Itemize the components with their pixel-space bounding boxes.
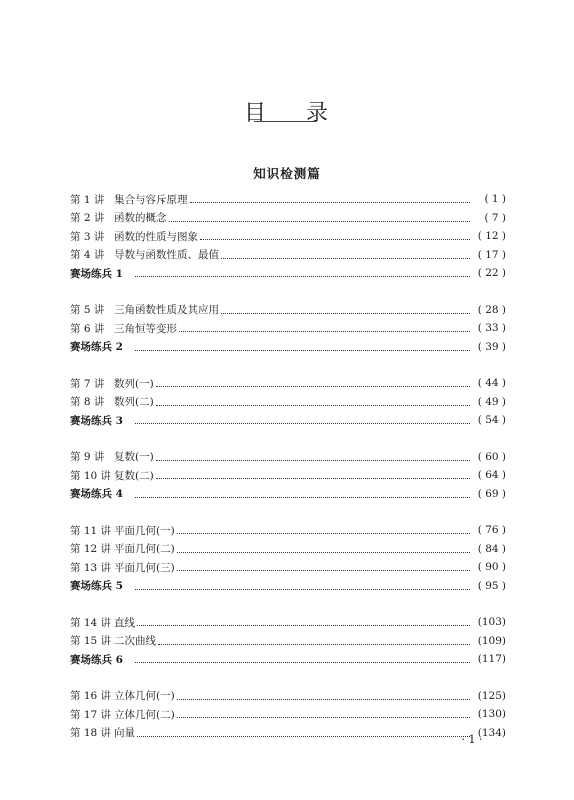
dot-leader: [200, 238, 470, 240]
title-char-2: 录: [306, 101, 331, 126]
toc-entry[interactable]: [70, 466, 506, 485]
page-ref: ( 76 ): [477, 524, 506, 537]
toc-entry[interactable]: [70, 209, 506, 228]
lecture-title: 平面几何(一): [114, 524, 175, 537]
page-ref: ( 33 ): [477, 322, 506, 335]
toc-entry[interactable]: [70, 374, 506, 393]
group-spacer: [70, 669, 506, 687]
lecture-number: 第 2 讲: [70, 212, 105, 225]
practice-label: 赛场练兵 3: [70, 414, 123, 427]
page-ref: ( 64 ): [477, 469, 506, 482]
lecture-number: 第 13 讲: [70, 561, 112, 574]
dot-leader: [135, 275, 470, 277]
toc-practice-entry[interactable]: [70, 264, 506, 283]
page-title: [0, 96, 574, 127]
lecture-title: 直线: [114, 616, 135, 629]
dot-leader: [156, 477, 470, 479]
lecture-number: 第 12 讲: [70, 543, 112, 556]
toc-practice-entry[interactable]: [70, 577, 506, 596]
dot-leader: [156, 385, 470, 387]
lecture-title: 平面几何(三): [114, 561, 175, 574]
dot-leader: [177, 532, 470, 534]
toc-practice-entry[interactable]: [70, 650, 506, 669]
practice-label: 赛场练兵 4: [70, 488, 123, 501]
dot-leader: [177, 551, 470, 553]
lecture-title: 导数与函数性质、最值: [114, 249, 219, 262]
page-ref: ( 49 ): [477, 395, 506, 408]
lecture-number: 第 14 讲: [70, 616, 112, 629]
page-ref: ( 7 ): [484, 211, 506, 224]
toc-entry[interactable]: [70, 724, 506, 743]
section-title: 知识检测篇: [253, 166, 321, 181]
toc-entry[interactable]: [70, 448, 506, 467]
page-ref: ( 17 ): [477, 248, 506, 261]
dot-leader: [135, 422, 470, 424]
dot-leader: [135, 661, 470, 663]
page-ref: (130): [477, 708, 506, 721]
lecture-title: 三角函数性质及其应用: [114, 304, 219, 317]
lecture-number: 第 16 讲: [70, 690, 112, 703]
lecture-title: 函数的性质与图象: [114, 230, 198, 243]
lecture-number: 第 11 讲: [70, 524, 112, 537]
toc-entry[interactable]: [70, 687, 506, 706]
title-char-1: 目: [243, 101, 268, 126]
dot-leader: [137, 624, 470, 626]
lecture-number: 第 8 讲: [70, 396, 105, 409]
lecture-number: 第 5 讲: [70, 304, 105, 317]
page-ref: ( 1 ): [484, 193, 506, 206]
toc-entry[interactable]: [70, 558, 506, 577]
lecture-title: 立体几何(一): [114, 690, 175, 703]
dot-leader: [177, 698, 470, 700]
dot-leader: [179, 330, 470, 332]
lecture-number: 第 7 讲: [70, 377, 105, 390]
dot-leader: [135, 588, 470, 590]
page-ref: ( 12 ): [477, 230, 506, 243]
lecture-number: 第 15 讲: [70, 635, 112, 648]
lecture-title: 向量: [114, 727, 135, 740]
page-ref: ( 39 ): [477, 340, 506, 353]
lecture-number: 第 10 讲: [70, 469, 112, 482]
page-ref: ( 69 ): [477, 487, 506, 500]
dot-leader: [177, 716, 470, 718]
toc-entry[interactable]: [70, 705, 506, 724]
page-ref: ( 95 ): [477, 579, 506, 592]
lecture-number: 第 6 讲: [70, 322, 105, 335]
lecture-title: 复数(一): [114, 451, 154, 464]
toc-practice-entry[interactable]: [70, 338, 506, 357]
page-ref: (103): [477, 616, 506, 629]
dot-leader: [135, 349, 470, 351]
toc-entry[interactable]: [70, 301, 506, 320]
dot-leader: [177, 569, 470, 571]
lecture-number: 第 3 讲: [70, 230, 105, 243]
practice-label: 赛场练兵 5: [70, 580, 123, 593]
group-spacer: [70, 283, 506, 301]
toc-entry[interactable]: [70, 540, 506, 559]
title-underline: [254, 121, 316, 122]
toc-entry[interactable]: [70, 632, 506, 651]
page-ref: ( 28 ): [477, 303, 506, 316]
page-ref: ( 22 ): [477, 267, 506, 280]
dot-leader: [137, 735, 470, 737]
toc-entry[interactable]: [70, 521, 506, 540]
dot-leader: [158, 643, 470, 645]
lecture-title: 复数(二): [114, 469, 154, 482]
lecture-number: 第 17 讲: [70, 708, 112, 721]
page-ref: ( 44 ): [477, 377, 506, 390]
lecture-title: 二次曲线: [114, 635, 156, 648]
page-ref: ( 54 ): [477, 414, 506, 427]
page-ref: (117): [477, 653, 506, 666]
dot-leader: [221, 312, 470, 314]
group-spacer: [70, 430, 506, 448]
dot-leader: [156, 459, 470, 461]
page-ref: (109): [477, 634, 506, 647]
page-number: · 1 ·: [461, 733, 483, 746]
page-ref: ( 84 ): [477, 542, 506, 555]
lecture-number: 第 9 讲: [70, 451, 105, 464]
toc-entry[interactable]: [70, 190, 506, 209]
dot-leader: [221, 257, 470, 259]
practice-label: 赛场练兵 1: [70, 267, 123, 280]
group-spacer: [70, 503, 506, 521]
dot-leader: [156, 404, 470, 406]
toc-entry[interactable]: [70, 613, 506, 632]
toc-entry[interactable]: [70, 319, 506, 338]
page-ref: (134): [477, 726, 506, 739]
lecture-title: 立体几何(二): [114, 708, 175, 721]
dot-leader: [190, 201, 471, 203]
toc-entry[interactable]: [70, 393, 506, 412]
toc-entry[interactable]: [70, 246, 506, 265]
table-of-contents: [70, 190, 506, 742]
lecture-title: 平面几何(二): [114, 543, 175, 556]
page-ref: (125): [477, 689, 506, 702]
dot-leader: [169, 220, 471, 222]
lecture-title: 数列(一): [114, 377, 154, 390]
toc-practice-entry[interactable]: [70, 411, 506, 430]
practice-label: 赛场练兵 2: [70, 341, 123, 354]
toc-practice-entry[interactable]: [70, 485, 506, 504]
lecture-title: 数列(二): [114, 396, 154, 409]
lecture-title: 集合与容斥原理: [114, 193, 188, 206]
practice-label: 赛场练兵 6: [70, 653, 123, 666]
lecture-number: 第 1 讲: [70, 193, 105, 206]
lecture-number: 第 4 讲: [70, 249, 105, 262]
lecture-title: 三角恒等变形: [114, 322, 177, 335]
group-spacer: [70, 595, 506, 613]
dot-leader: [135, 496, 470, 498]
lecture-number: 第 18 讲: [70, 727, 112, 740]
page-ref: ( 90 ): [477, 561, 506, 574]
group-spacer: [70, 356, 506, 374]
page-ref: ( 60 ): [477, 450, 506, 463]
toc-entry[interactable]: [70, 227, 506, 246]
lecture-title: 函数的概念: [114, 212, 167, 225]
